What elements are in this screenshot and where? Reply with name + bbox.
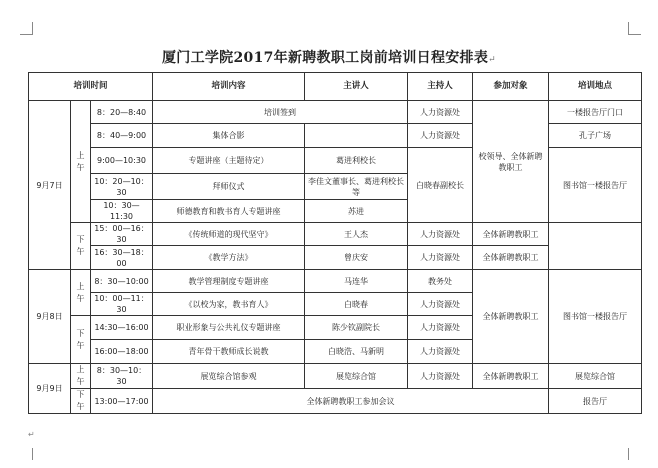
page-corner-mark-bottom-left <box>20 448 33 460</box>
content-cell: 《以校为家，教书育人》 <box>153 293 305 316</box>
host-cell: 白晓春副校长 <box>408 148 473 223</box>
period-label: 上午 <box>76 150 85 172</box>
host-cell: 人力资源处 <box>408 364 473 389</box>
location-cell: 一楼报告厅门口 <box>549 101 642 124</box>
host-cell: 人力资源处 <box>408 124 473 148</box>
attendees-cell: 校领导、全体新聘教职工 <box>473 101 549 223</box>
host-cell: 人力资源处 <box>408 246 473 270</box>
period-cell <box>71 270 91 316</box>
lecturer-cell: 白晓春 <box>305 293 408 316</box>
header-content: 培训内容 <box>153 73 305 101</box>
period-cell <box>71 223 91 270</box>
content-cell: 青年骨干教师成长说教 <box>153 340 305 364</box>
time-cell: 9:00—10:30 <box>91 148 153 174</box>
content-cell: 《传统师道的现代坚守》 <box>153 223 305 246</box>
period-label: 下午 <box>76 328 85 350</box>
content-cell: 全体新聘教职工参加会议 <box>153 389 549 414</box>
header-time: 培训时间 <box>29 73 153 101</box>
page-corner-mark-top-right <box>628 22 641 35</box>
attendees-cell: 全体新聘教职工 <box>473 364 549 389</box>
time-cell: 10：20—10：30 <box>91 174 153 200</box>
lecturer-cell: 展览综合馆 <box>305 364 408 389</box>
header-location: 培训地点 <box>549 73 642 101</box>
period-label: 上午 <box>76 281 85 303</box>
lecturer-cell: 曾庆安 <box>305 246 408 270</box>
table-row <box>29 148 642 174</box>
content-cell: 培训签到 <box>153 101 408 124</box>
content-cell: 集体合影 <box>153 124 305 148</box>
page-corner-mark-bottom-right <box>628 448 641 460</box>
header-row <box>29 73 642 101</box>
time-cell: 8：20—8:40 <box>91 101 153 124</box>
time-cell: 15：00—16：30 <box>91 223 153 246</box>
time-cell: 8：30—10：30 <box>91 364 153 389</box>
period-label: 下午 <box>76 390 85 411</box>
time-cell: 14:30—16:00 <box>91 316 153 340</box>
time-cell: 8：40—9:00 <box>91 124 153 148</box>
content-cell: 职业形象与公共礼仪专题讲座 <box>153 316 305 340</box>
host-cell: 人力资源处 <box>408 223 473 246</box>
period-label: 上午 <box>76 365 85 386</box>
document-title-text: 厦门工学院2017年新聘教职工岗前培训日程安排表 <box>161 50 489 66</box>
time-cell: 10：00—11：30 <box>91 293 153 316</box>
table-row <box>29 270 642 293</box>
lecturer-cell: 马连华 <box>305 270 408 293</box>
lecturer-cell: 李佳文董事长、葛进利校长等 <box>305 174 408 200</box>
day-cell: 9月8日 <box>29 270 71 364</box>
content-cell: 师德教育和教书育人专题讲座 <box>153 200 305 223</box>
lecturer-cell <box>305 124 408 148</box>
content-cell: 展览综合馆参观 <box>153 364 305 389</box>
period-label: 下午 <box>76 235 85 256</box>
lecturer-cell: 陈少钦副院长 <box>305 316 408 340</box>
host-cell: 人力资源处 <box>408 293 473 316</box>
time-cell: 13:00—17:00 <box>91 389 153 414</box>
table-row <box>29 223 642 246</box>
attendees-cell: 全体新聘教职工 <box>473 246 549 270</box>
table-row <box>29 364 642 389</box>
content-cell: 教学管理制度专题讲座 <box>153 270 305 293</box>
lecturer-cell: 苏进 <box>305 200 408 223</box>
content-cell: 《教学方法》 <box>153 246 305 270</box>
location-cell: 图书馆一楼报告厅 <box>549 148 642 223</box>
document-title <box>0 47 658 67</box>
day-cell: 9月9日 <box>29 364 71 414</box>
table-row <box>29 101 642 124</box>
content-cell: 拜师仪式 <box>153 174 305 200</box>
lecturer-cell: 王人杰 <box>305 223 408 246</box>
host-cell: 人力资源处 <box>408 340 473 364</box>
location-cell: 展览综合馆 <box>549 364 642 389</box>
header-host: 主持人 <box>408 73 473 101</box>
day-cell: 9月7日 <box>29 101 71 270</box>
table-row <box>29 389 642 414</box>
time-cell: 16：30—18：00 <box>91 246 153 270</box>
period-cell <box>71 389 91 414</box>
host-cell: 教务处 <box>408 270 473 293</box>
header-lecturer: 主讲人 <box>305 73 408 101</box>
period-cell <box>71 316 91 364</box>
host-cell: 人力资源处 <box>408 316 473 340</box>
time-cell: 10：30—11:30 <box>91 200 153 223</box>
schedule-table <box>28 72 642 414</box>
page-corner-mark-top-left <box>20 22 33 35</box>
location-cell: 报告厅 <box>549 389 642 414</box>
time-cell: 16:00—18:00 <box>91 340 153 364</box>
time-cell: 8：30—10:00 <box>91 270 153 293</box>
attendees-cell: 全体新聘教职工 <box>473 270 549 364</box>
header-attendees: 参加对象 <box>473 73 549 101</box>
location-cell <box>549 223 642 270</box>
paragraph-mark: ↵ <box>488 55 496 65</box>
table-row <box>29 124 642 148</box>
lecturer-cell: 葛进利校长 <box>305 148 408 174</box>
attendees-cell: 全体新聘教职工 <box>473 223 549 246</box>
content-cell: 专题讲座（主题待定） <box>153 148 305 174</box>
period-cell <box>71 364 91 389</box>
lecturer-cell: 白晓浩、马新明 <box>305 340 408 364</box>
host-cell: 人力资源处 <box>408 101 473 124</box>
location-cell: 图书馆一楼报告厅 <box>549 270 642 364</box>
period-cell <box>71 101 91 223</box>
location-cell: 孔子广场 <box>549 124 642 148</box>
end-of-cell-mark: ↵ <box>28 430 35 439</box>
